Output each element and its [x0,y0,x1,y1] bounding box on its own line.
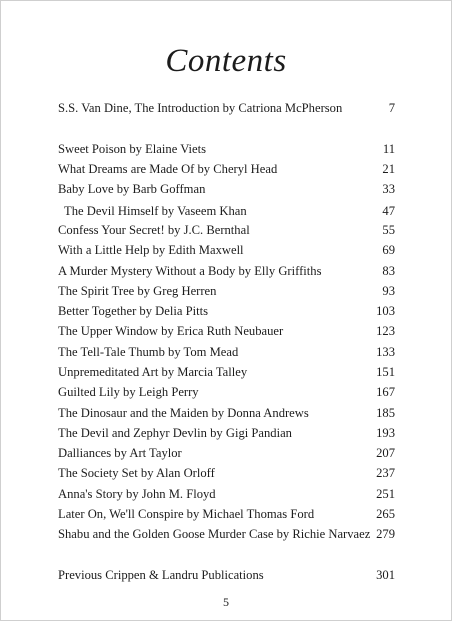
toc-entry-label: Shabu and the Golden Goose Murder Case by Richie Narvaez [58,527,371,541]
toc-entry [58,220,395,240]
toc-entry-page: 237 [376,466,395,480]
toc-entry-page: 301 [376,568,395,582]
toc-entry-label: The Tell-Tale Thumb by Tom Mead [58,345,239,359]
toc-entry-page: 151 [376,365,395,379]
toc-entry-label: The Devil and Zephyr Devlin by Gigi Pandian [58,426,292,440]
contents-title: Contents [165,43,287,79]
toc-entry-label: The Society Set by Alan Orloff [58,466,215,480]
toc-entry-label: Anna's Story by John M. Floyd [58,487,216,501]
toc-entry [58,201,395,221]
toc-entry-page: 69 [382,243,395,257]
toc-entry-label: Dalliances by Art Taylor [58,446,182,460]
toc-entry [58,403,395,423]
toc-entry [58,443,395,463]
toc-entry-page: 83 [382,264,395,278]
toc-entry-label: With a Little Help by Edith Maxwell [58,243,244,257]
toc-entry [58,524,395,544]
toc-entry-label: Previous Crippen & Landru Publications [58,568,264,582]
toc-entry [58,504,395,524]
toc-entry-page: 207 [376,446,395,460]
toc-entry [58,240,395,260]
toc-entry-page: 7 [388,101,395,115]
toc-entry [58,281,395,301]
toc-entry-label: Baby Love by Barb Goffman [58,182,206,196]
toc-entry-page: 21 [382,162,395,176]
toc-entry [58,484,395,504]
toc-entry [58,301,395,321]
toc-entry-page: 185 [376,406,395,420]
toc-entry-page: 265 [376,507,395,521]
toc-entry-label: The Upper Window by Erica Ruth Neubauer [58,324,284,338]
toc-entry [58,261,395,281]
toc-entry [58,342,395,362]
toc-entry-label: Guilted Lily by Leigh Perry [58,385,199,399]
toc-entry-label: Sweet Poison by Elaine Viets [58,142,207,156]
toc-entry-label: S.S. Van Dine, The Introduction by Catriona McPherson [58,101,343,115]
toc-entry-label: Unpremeditated Art by Marcia Talley [58,365,248,379]
toc-entry [58,362,395,382]
toc-entry [58,463,395,483]
toc-entry-page: 33 [382,182,395,196]
page-number: 5 [223,595,229,609]
toc-entry [58,382,395,402]
toc-entry-page: 103 [376,304,395,318]
toc-entry-label: Later On, We'll Conspire by Michael Thomas Ford [58,507,315,521]
toc-entry-previous-publications [58,565,395,585]
toc-entry-page: 167 [376,385,395,399]
toc-entry-page: 11 [382,142,395,156]
toc-entry [58,321,395,341]
toc-entry-label: Confess Your Secret! by J.C. Bernthal [58,223,250,237]
toc-entry-label: The Dinosaur and the Maiden by Donna Andrews [58,406,309,420]
toc-entry [58,159,395,179]
toc-entry-page: 133 [376,345,395,359]
toc-entry-page: 55 [382,223,395,237]
toc-entry-page: 47 [382,204,395,218]
toc-entry [58,139,395,159]
toc-entry-label: What Dreams are Made Of by Cheryl Head [58,162,278,176]
toc-entry-page: 193 [376,426,395,440]
toc-entry-page: 123 [376,324,395,338]
toc-entry-label: Better Together by Delia Pitts [58,304,208,318]
toc-entry-label: The Devil Himself by Vaseem Khan [64,204,247,218]
toc-entry-page: 93 [382,284,395,298]
toc-entry-page: 279 [376,527,395,541]
toc-entry [58,423,395,443]
toc-entry [58,179,395,199]
toc-entry-page: 251 [376,487,395,501]
toc-entry-label: A Murder Mystery Without a Body by Elly Griffiths [58,264,322,278]
toc-entry-intro [58,98,395,118]
toc-entry-label: The Spirit Tree by Greg Herren [58,284,217,298]
